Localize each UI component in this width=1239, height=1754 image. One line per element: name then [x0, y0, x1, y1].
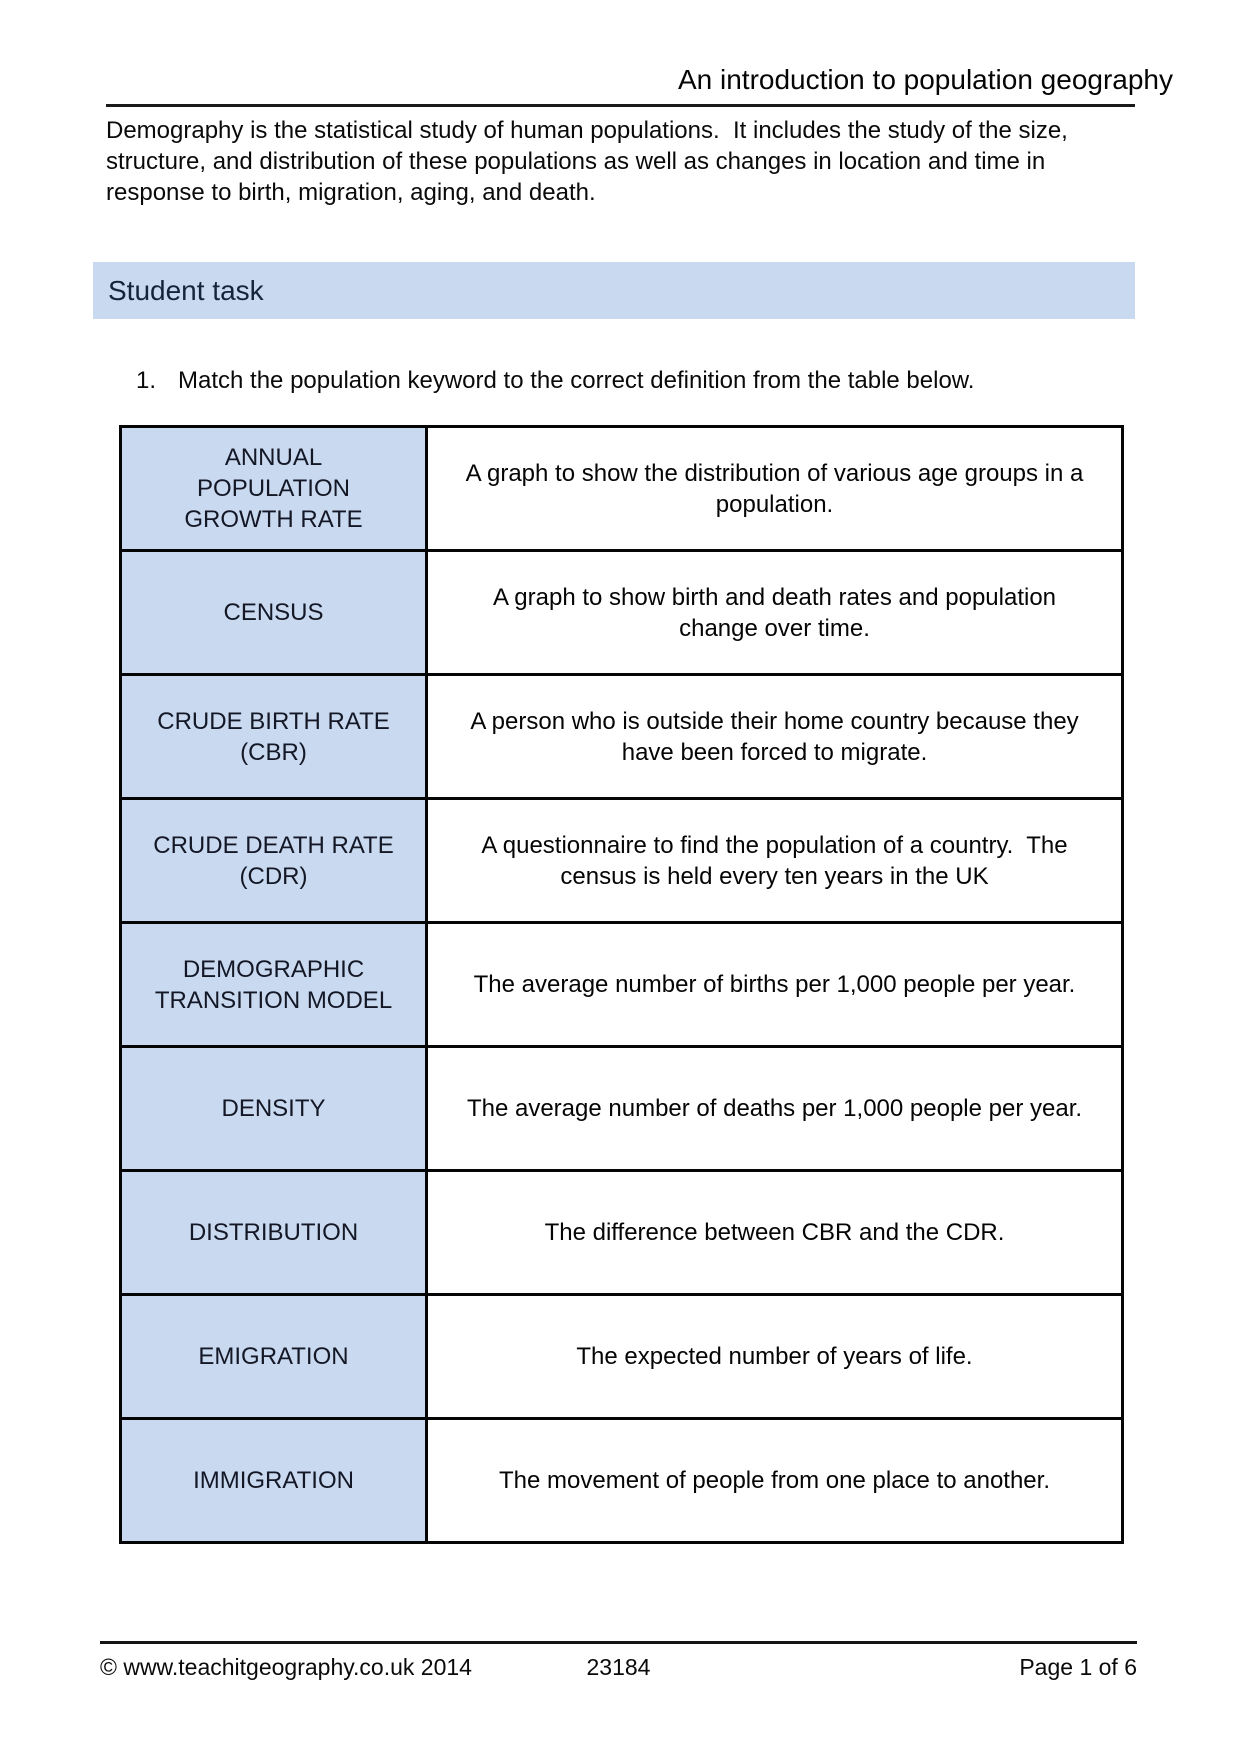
definition-cell: The average number of births per 1,000 people per year.	[427, 923, 1123, 1047]
keyword-cell: IMMIGRATION	[121, 1419, 427, 1543]
table-row	[121, 799, 1123, 923]
definition-cell: The difference between CBR and the CDR.	[427, 1171, 1123, 1295]
page-title: An introduction to population geography	[677, 64, 1173, 95]
definition-cell: The average number of deaths per 1,000 people per year.	[427, 1047, 1123, 1171]
footer-document-id: 23184	[586, 1654, 651, 1680]
keyword-cell: DISTRIBUTION	[121, 1171, 427, 1295]
keyword-cell: CRUDE DEATH RATE (CDR)	[121, 799, 427, 923]
keyword-cell: DEMOGRAPHIC TRANSITION MODEL	[121, 923, 427, 1047]
table-row	[121, 1171, 1123, 1295]
table-row	[121, 675, 1123, 799]
section-banner-label: Student task	[108, 274, 264, 306]
keyword-cell: EMIGRATION	[121, 1295, 427, 1419]
definition-cell: A person who is outside their home country because they have been forced to migrate.	[427, 675, 1123, 799]
table-row	[121, 1295, 1123, 1419]
keyword-cell: DENSITY	[121, 1047, 427, 1171]
task-text: Match the population keyword to the correct definition from the table below.	[178, 367, 975, 394]
footer-copyright: © www.teachitgeography.co.uk 2014	[100, 1654, 472, 1680]
table-row	[121, 551, 1123, 675]
definition-cell: The expected number of years of life.	[427, 1295, 1123, 1419]
page-footer	[100, 1641, 1137, 1681]
keyword-cell: ANNUAL POPULATION GROWTH RATE	[121, 427, 427, 551]
definition-cell: A graph to show birth and death rates and population change over time.	[427, 551, 1123, 675]
definition-cell: A graph to show the distribution of various age groups in a population.	[427, 427, 1123, 551]
definition-cell: A questionnaire to find the population of a country. The census is held every ten years in the UK	[427, 799, 1123, 923]
intro-paragraph: Demography is the statistical study of human populations. It includes the study of the size, structure, and distribution of these populations as well as changes in location and time in response to birth, migration, aging, and death.	[106, 117, 1075, 206]
table-row	[121, 923, 1123, 1047]
keyword-cell: CENSUS	[121, 551, 427, 675]
table-row	[121, 1047, 1123, 1171]
section-banner	[93, 262, 1135, 319]
footer-page-indicator: Page 1 of 6	[1019, 1654, 1137, 1680]
table-row	[121, 1419, 1123, 1543]
match-table-body	[121, 427, 1123, 1543]
page-header	[106, 64, 1173, 107]
definition-cell: The movement of people from one place to another.	[427, 1419, 1123, 1543]
definition-match-table	[119, 425, 1124, 1544]
keyword-cell: CRUDE BIRTH RATE (CBR)	[121, 675, 427, 799]
table-row	[121, 427, 1123, 551]
task-number: 1.	[136, 367, 157, 394]
task-instruction	[106, 367, 1135, 395]
